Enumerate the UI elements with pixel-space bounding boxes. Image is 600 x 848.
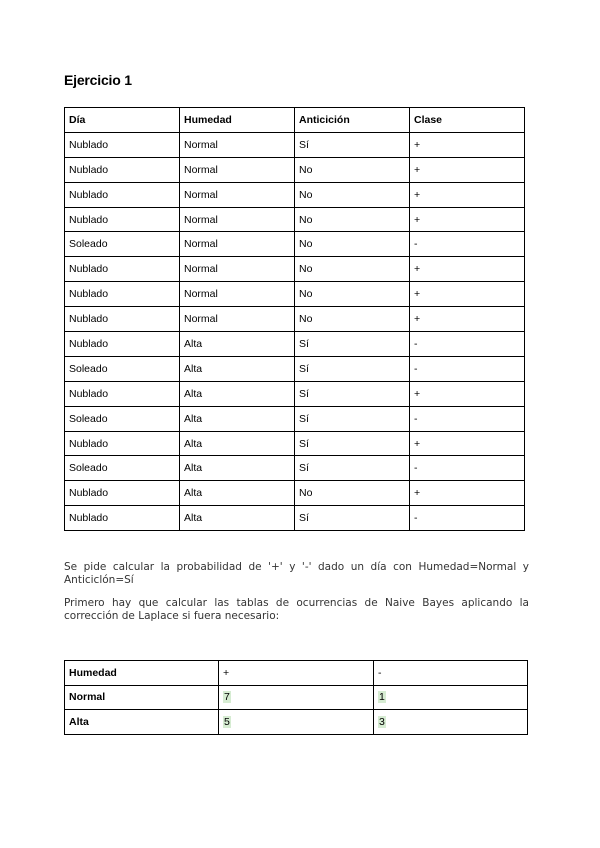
cell-dia: Nublado — [65, 307, 180, 332]
cell-humedad: Alta — [180, 356, 295, 381]
header-clase: Clase — [410, 108, 525, 133]
freq-cell-minus — [374, 710, 528, 735]
cell-humedad: Alta — [180, 456, 295, 481]
header-dia: Día — [65, 108, 180, 133]
cell-clase: + — [410, 381, 525, 406]
table-row — [65, 182, 525, 207]
cell-dia: Nublado — [65, 332, 180, 357]
table-row — [65, 356, 525, 381]
cell-clase: + — [410, 282, 525, 307]
cell-clase: - — [410, 406, 525, 431]
cell-dia: Nublado — [65, 481, 180, 506]
cell-anticiclon: No — [295, 307, 410, 332]
cell-anticiclon: No — [295, 157, 410, 182]
frequency-row — [65, 710, 528, 735]
freq-cell-minus — [374, 685, 528, 710]
highlighted-value: 1 — [379, 691, 385, 704]
cell-clase: - — [410, 506, 525, 531]
cell-clase: + — [410, 157, 525, 182]
cell-anticiclon: No — [295, 257, 410, 282]
cell-humedad: Alta — [180, 332, 295, 357]
data-table — [64, 107, 525, 531]
highlighted-value: 7 — [224, 691, 230, 704]
table-header-row — [65, 108, 525, 133]
cell-anticiclon: Sí — [295, 381, 410, 406]
freq-row-label: Normal — [65, 685, 219, 710]
cell-clase: - — [410, 332, 525, 357]
table-row — [65, 207, 525, 232]
header-humedad: Humedad — [180, 108, 295, 133]
cell-anticiclon: Sí — [295, 356, 410, 381]
cell-clase: + — [410, 182, 525, 207]
cell-dia: Nublado — [65, 207, 180, 232]
instruction-paragraph: Primero hay que calcular las tablas de ocurrencias de Naive Bayes aplicando la corrección de Laplace si fuera necesario: — [64, 597, 529, 622]
cell-anticiclon: Sí — [295, 456, 410, 481]
cell-anticiclon: No — [295, 207, 410, 232]
cell-humedad: Normal — [180, 307, 295, 332]
table-row — [65, 257, 525, 282]
table-row — [65, 307, 525, 332]
frequency-header-row — [65, 661, 528, 686]
cell-humedad: Normal — [180, 157, 295, 182]
table-row — [65, 406, 525, 431]
cell-clase: + — [410, 257, 525, 282]
table-row — [65, 481, 525, 506]
table-row — [65, 456, 525, 481]
cell-humedad: Alta — [180, 431, 295, 456]
cell-dia: Soleado — [65, 406, 180, 431]
cell-dia: Soleado — [65, 356, 180, 381]
cell-humedad: Normal — [180, 182, 295, 207]
cell-dia: Nublado — [65, 182, 180, 207]
cell-clase: + — [410, 132, 525, 157]
cell-anticiclon: No — [295, 481, 410, 506]
cell-anticiclon: No — [295, 232, 410, 257]
cell-clase: - — [410, 232, 525, 257]
cell-dia: Soleado — [65, 232, 180, 257]
cell-clase: - — [410, 356, 525, 381]
table-row — [65, 381, 525, 406]
table-row — [65, 232, 525, 257]
frequency-table — [64, 660, 528, 735]
cell-clase: + — [410, 207, 525, 232]
cell-humedad: Alta — [180, 481, 295, 506]
cell-dia: Nublado — [65, 132, 180, 157]
cell-anticiclon: No — [295, 182, 410, 207]
table-row — [65, 332, 525, 357]
cell-anticiclon: Sí — [295, 506, 410, 531]
freq-header-plus: + — [219, 661, 374, 686]
exercise-title: Ejercicio 1 — [64, 72, 132, 88]
table-row — [65, 157, 525, 182]
table-row — [65, 431, 525, 456]
cell-anticiclon: No — [295, 282, 410, 307]
cell-humedad: Alta — [180, 406, 295, 431]
highlighted-value: 5 — [224, 715, 230, 728]
freq-row-label: Alta — [65, 710, 219, 735]
frequency-row — [65, 685, 528, 710]
highlighted-value: 3 — [379, 715, 385, 728]
cell-clase: - — [410, 456, 525, 481]
header-anticiclon: Anticición — [295, 108, 410, 133]
cell-dia: Soleado — [65, 456, 180, 481]
cell-dia: Nublado — [65, 157, 180, 182]
cell-anticiclon: Sí — [295, 332, 410, 357]
cell-clase: + — [410, 307, 525, 332]
cell-humedad: Normal — [180, 132, 295, 157]
cell-clase: + — [410, 481, 525, 506]
cell-anticiclon: Sí — [295, 431, 410, 456]
cell-dia: Nublado — [65, 257, 180, 282]
cell-anticiclon: Sí — [295, 406, 410, 431]
cell-humedad: Alta — [180, 381, 295, 406]
cell-humedad: Normal — [180, 207, 295, 232]
cell-humedad: Normal — [180, 257, 295, 282]
question-paragraph: Se pide calcular la probabilidad de '+' y '-' dado un día con Humedad=Normal y Anticiclón=Sí — [64, 561, 529, 586]
cell-humedad: Normal — [180, 282, 295, 307]
cell-dia: Nublado — [65, 506, 180, 531]
cell-dia: Nublado — [65, 282, 180, 307]
freq-cell-plus — [219, 685, 374, 710]
table-row — [65, 132, 525, 157]
table-row — [65, 506, 525, 531]
freq-header-minus: - — [374, 661, 528, 686]
freq-header-humedad: Humedad — [65, 661, 219, 686]
table-row — [65, 282, 525, 307]
freq-cell-plus — [219, 710, 374, 735]
cell-humedad: Normal — [180, 232, 295, 257]
cell-humedad: Alta — [180, 506, 295, 531]
cell-dia: Nublado — [65, 381, 180, 406]
cell-dia: Nublado — [65, 431, 180, 456]
cell-clase: + — [410, 431, 525, 456]
cell-anticiclon: Sí — [295, 132, 410, 157]
